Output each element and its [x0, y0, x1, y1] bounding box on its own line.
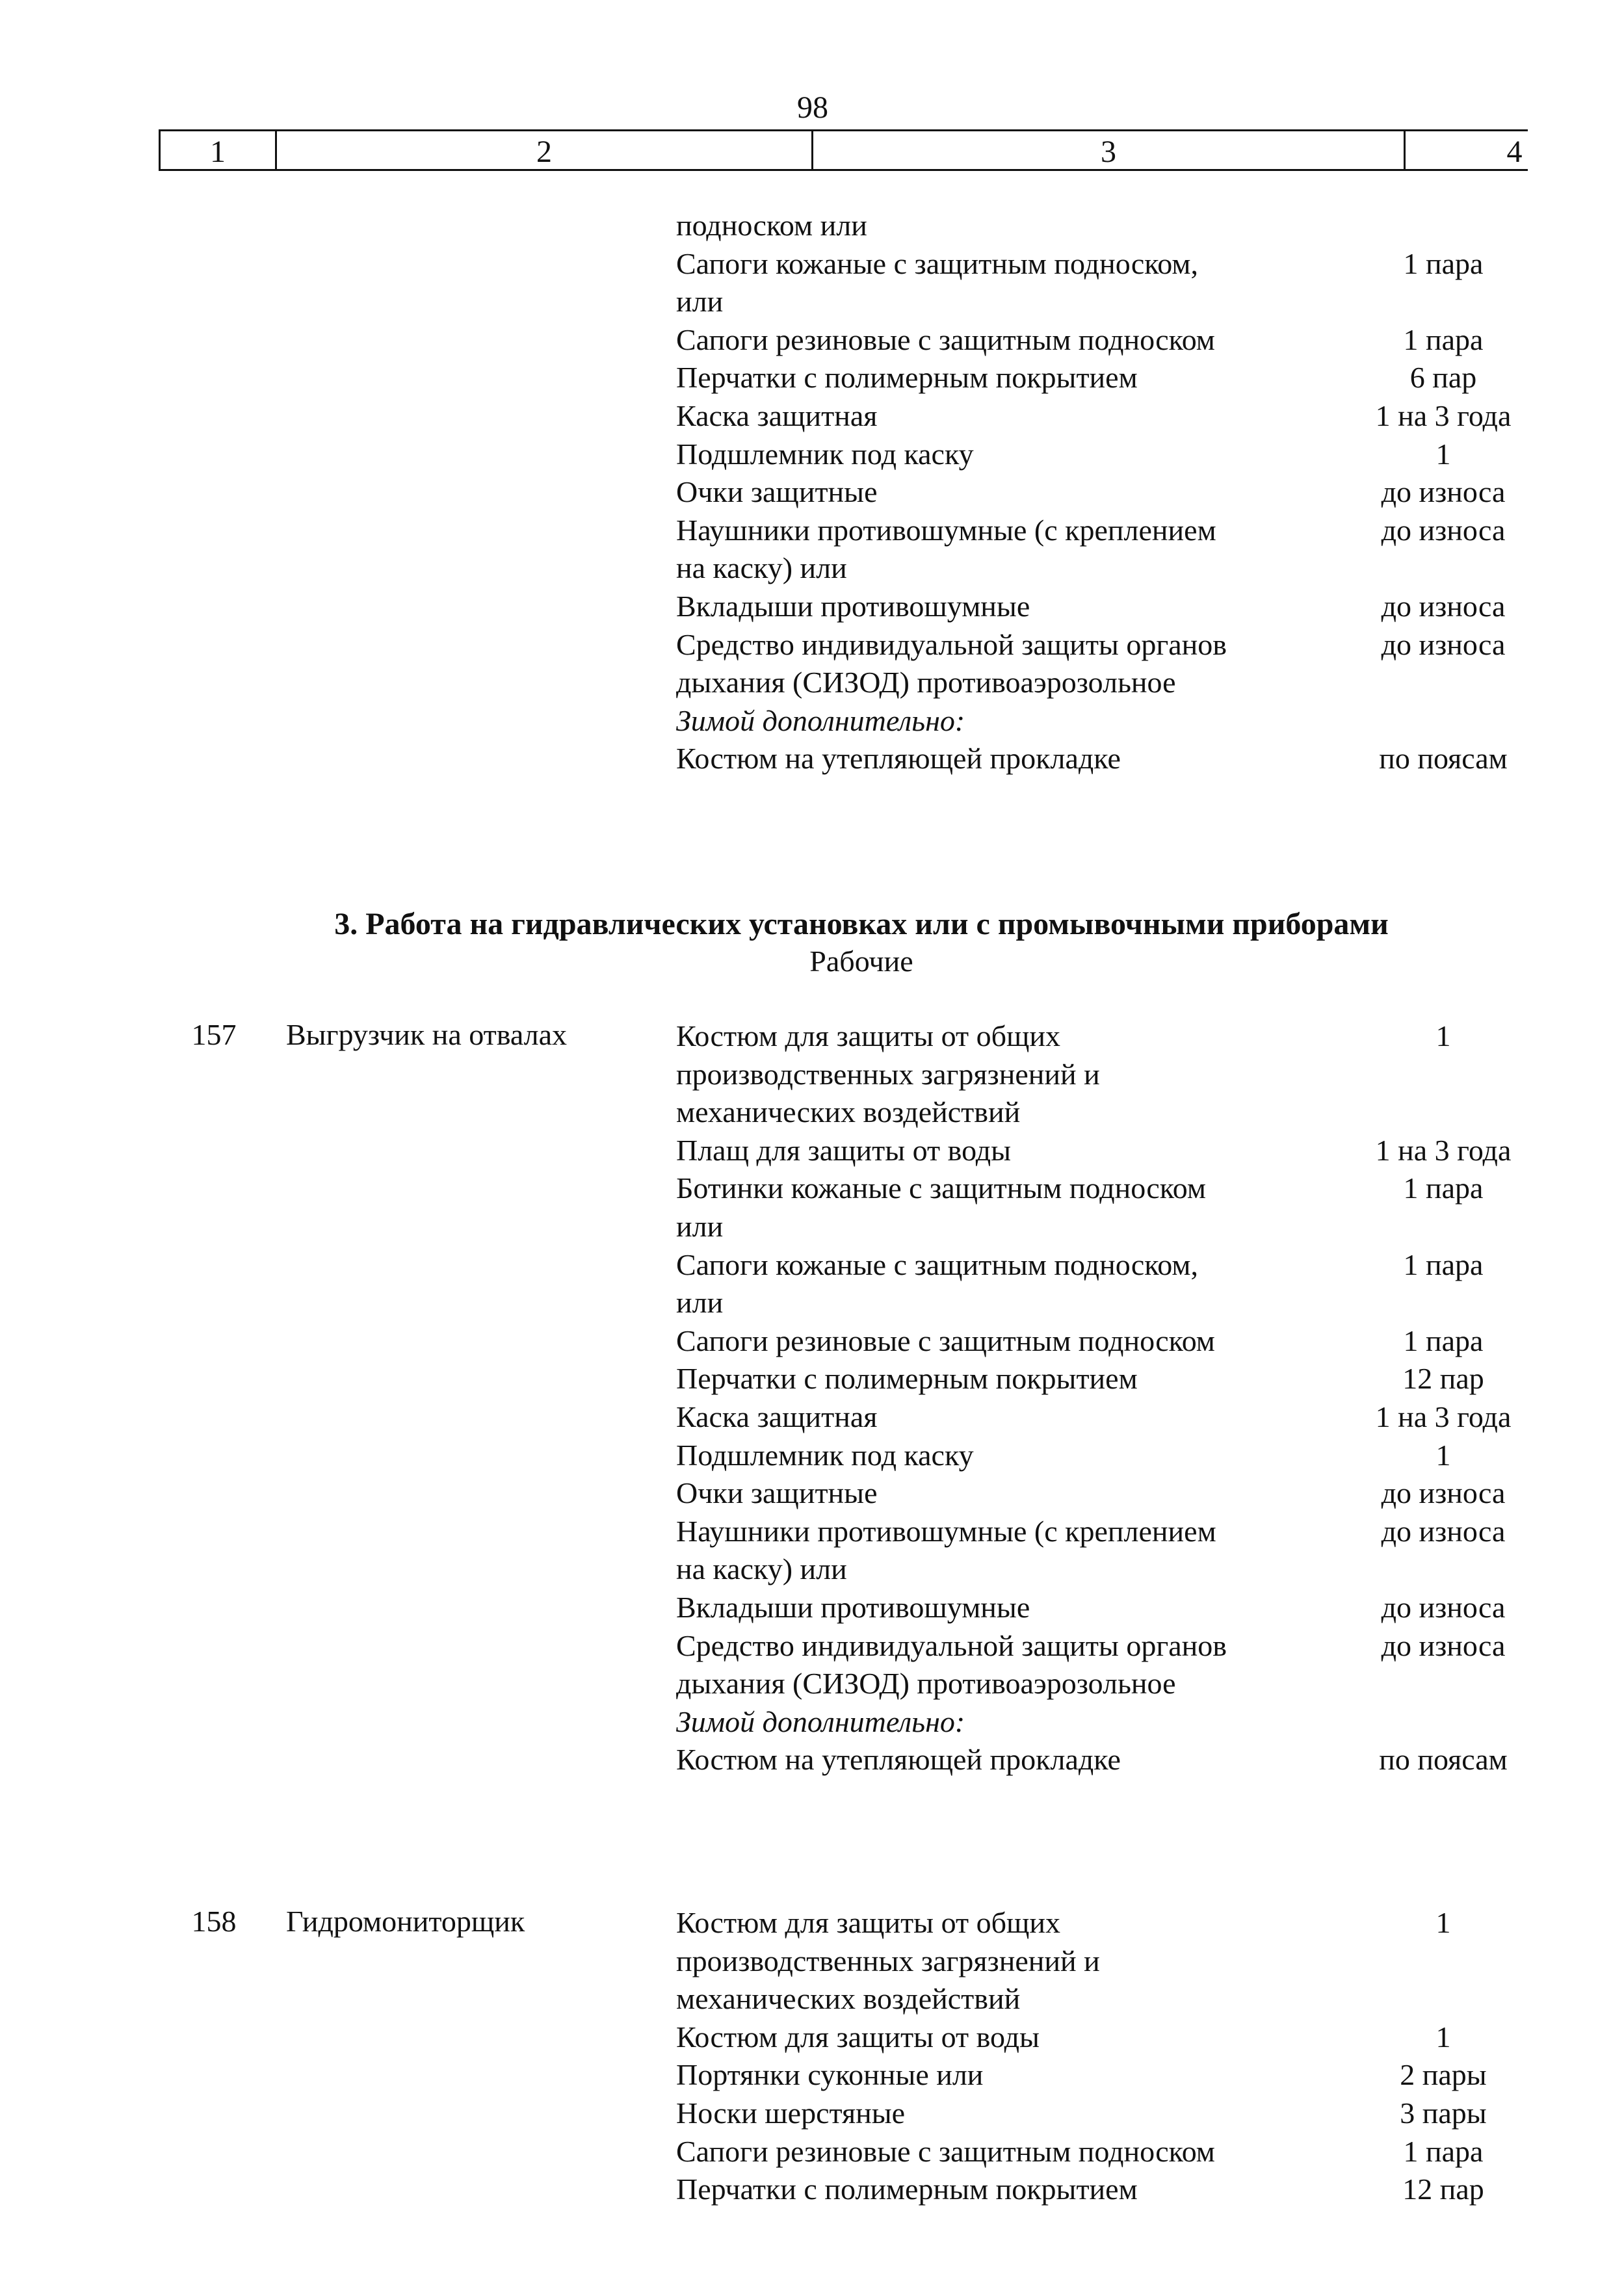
item-name: Вкладыши противошумные — [676, 589, 1030, 623]
item-quantity: до износа — [1381, 475, 1506, 509]
item-quantity: 1 пара — [1403, 2134, 1484, 2168]
list-item — [676, 1360, 1586, 1398]
list-item — [676, 1437, 1586, 1475]
item-name: Очки защитные — [676, 1476, 878, 1510]
list-item — [676, 1513, 1586, 1589]
item-quantity: 12 пар — [1402, 1362, 1484, 1396]
item-quantity: 1 пара — [1403, 246, 1484, 280]
item-name: Средство индивидуальной защиты органов дыхания (СИЗОД) противоаэрозольное — [676, 1628, 1227, 1701]
item-name: подноском или — [676, 209, 867, 242]
entry-item-list — [676, 1904, 1586, 2209]
list-item — [676, 626, 1586, 702]
list-item — [676, 321, 1586, 359]
entry-number: 157 — [191, 1018, 237, 1051]
item-name: Каска защитная — [676, 398, 878, 432]
item-quantity: 1 на 3 года — [1375, 1133, 1512, 1167]
item-quantity: до износа — [1381, 1514, 1506, 1548]
item-quantity: до износа — [1381, 513, 1506, 547]
item-quantity: до износа — [1381, 627, 1506, 661]
section-subtitle: Рабочие — [809, 945, 913, 978]
item-quantity: 1 — [1435, 1019, 1451, 1052]
item-name: Костюм на утепляющей прокладке — [676, 742, 1121, 776]
list-item — [676, 359, 1586, 397]
list-item — [676, 588, 1586, 626]
list-item — [676, 2094, 1586, 2133]
list-item — [676, 2171, 1586, 2209]
entry-item-list — [676, 1017, 1586, 1779]
list-item — [676, 1904, 1586, 2018]
winter-note: Зимой дополнительно: — [676, 703, 965, 737]
list-item — [676, 702, 1586, 740]
item-name: Вкладыши противошумные — [676, 1590, 1030, 1624]
item-quantity: до износа — [1381, 589, 1506, 623]
item-quantity: 1 пара — [1403, 322, 1484, 356]
item-name: Портянки суконные или — [676, 2058, 984, 2092]
item-name: Очки защитные — [676, 475, 878, 509]
item-name: Сапоги резиновые с защитным подноском — [676, 322, 1215, 356]
list-item — [676, 2056, 1586, 2094]
column-header-2: 2 — [536, 135, 552, 169]
profession-name: Гидромониторщик — [286, 1905, 525, 1938]
item-name: Носки шерстяные — [676, 2096, 906, 2130]
item-quantity: 1 — [1435, 2020, 1451, 2054]
item-quantity: 1 — [1435, 1438, 1451, 1472]
list-item — [676, 1322, 1586, 1361]
list-item — [676, 1132, 1586, 1170]
winter-note: Зимой дополнительно: — [676, 1704, 965, 1738]
item-quantity: 1 на 3 года — [1375, 1400, 1512, 1433]
column-header-3: 3 — [1101, 135, 1116, 169]
item-quantity: 3 пары — [1400, 2096, 1487, 2130]
item-name: Средство индивидуальной защиты органов дыхания (СИЗОД) противоаэрозольное — [676, 627, 1227, 699]
list-item — [676, 740, 1586, 778]
item-name: Сапоги кожаные с защитным подноском, или — [676, 246, 1199, 319]
item-name: Костюм для защиты от общих производственных загрязнений и механических воздействий — [676, 1019, 1100, 1129]
item-quantity: по поясам — [1379, 1743, 1508, 1777]
item-quantity: 1 — [1435, 1906, 1451, 1939]
item-name: Костюм на утепляющей прокладке — [676, 1743, 1121, 1777]
column-header-4: 4 — [1506, 135, 1523, 169]
item-quantity: 1 на 3 года — [1375, 398, 1512, 432]
list-item — [676, 207, 1586, 245]
item-quantity: 2 пары — [1400, 2058, 1487, 2092]
item-name: Сапоги резиновые с защитным подноском — [676, 2134, 1215, 2168]
list-item — [676, 245, 1586, 321]
item-quantity: до износа — [1381, 1476, 1506, 1510]
list-item — [676, 397, 1586, 436]
list-item — [676, 2018, 1586, 2057]
item-name: Перчатки с полимерным покрытием — [676, 1362, 1138, 1396]
list-item — [676, 436, 1586, 474]
entry-number: 158 — [191, 1905, 237, 1938]
list-item — [676, 473, 1586, 512]
item-name: Каска защитная — [676, 1400, 878, 1433]
item-name: Наушники противошумные (с креплением на каску) или — [676, 1514, 1216, 1586]
continuation-item-list — [676, 207, 1586, 778]
list-item — [676, 1627, 1586, 1703]
list-item — [676, 1246, 1586, 1322]
list-item — [676, 1398, 1586, 1437]
item-quantity: 1 пара — [1403, 1324, 1484, 1357]
list-item — [676, 2133, 1586, 2171]
list-item — [676, 512, 1586, 588]
item-name: Ботинки кожаные с защитным подноском или — [676, 1171, 1207, 1243]
item-name: Подшлемник под каску — [676, 1438, 974, 1472]
profession-name: Выгрузчик на отвалах — [286, 1018, 568, 1051]
item-quantity: до износа — [1381, 1628, 1506, 1662]
item-name: Плащ для защиты от воды — [676, 1133, 1012, 1167]
list-item — [676, 1017, 1586, 1132]
item-name: Перчатки с полимерным покрытием — [676, 361, 1138, 395]
column-header-table — [159, 129, 1528, 171]
item-quantity: 12 пар — [1402, 2172, 1484, 2206]
column-header-1: 1 — [210, 135, 226, 169]
item-name: Костюм для защиты от общих производственных загрязнений и механических воздействий — [676, 1906, 1100, 2016]
item-name: Костюм для защиты от воды — [676, 2020, 1040, 2054]
item-name: Перчатки с полимерным покрытием — [676, 2172, 1138, 2206]
item-name: Сапоги резиновые с защитным подноском — [676, 1324, 1215, 1357]
list-item — [676, 1703, 1586, 1742]
item-quantity: 1 пара — [1403, 1247, 1484, 1281]
item-quantity: 1 пара — [1403, 1171, 1484, 1205]
list-item — [676, 1169, 1586, 1246]
item-name: Сапоги кожаные с защитным подноском, или — [676, 1247, 1199, 1320]
section-title: 3. Работа на гидравлических установках или с промывочными приборами — [334, 907, 1389, 941]
item-name: Наушники противошумные (с креплением на каску) или — [676, 513, 1216, 585]
list-item — [676, 1589, 1586, 1627]
item-quantity: до износа — [1381, 1590, 1506, 1624]
item-quantity: по поясам — [1379, 742, 1508, 776]
list-item — [676, 1474, 1586, 1513]
item-quantity: 6 пар — [1409, 361, 1477, 395]
item-quantity: 1 — [1435, 437, 1451, 471]
item-name: Подшлемник под каску — [676, 437, 974, 471]
page-number: 98 — [797, 90, 828, 125]
list-item — [676, 1741, 1586, 1779]
